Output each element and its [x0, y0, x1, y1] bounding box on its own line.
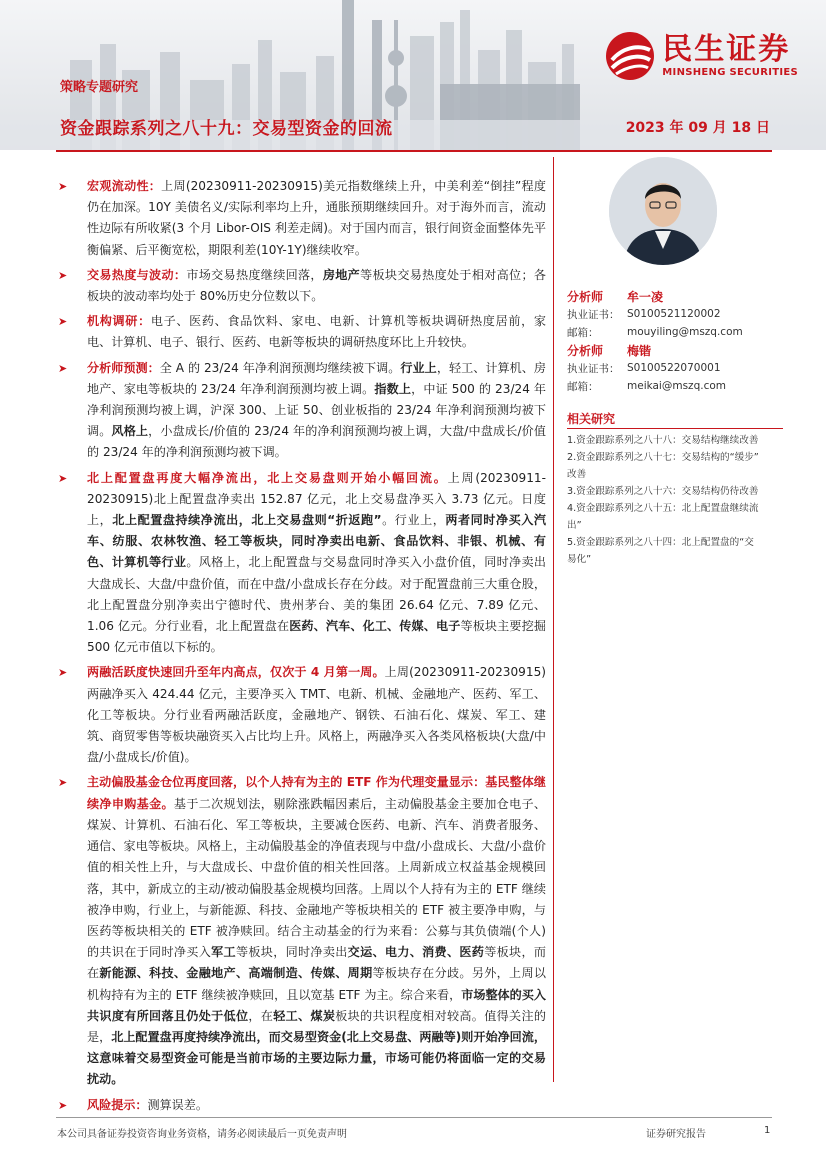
cert-label: 执业证书： — [567, 362, 620, 375]
related-research-item[interactable]: 5.资金跟踪系列之八十四：北上配置盘的“交 — [567, 537, 754, 548]
report-header — [0, 0, 826, 150]
bullet-bold-text: 轻工、煤炭 — [273, 1008, 336, 1023]
footer-disclaimer: 本公司具备证券投资咨询业务资格，请务必阅读最后一页免责声明 — [57, 1129, 347, 1140]
header-divider — [56, 150, 772, 152]
bullet-bold-text: 北上配置盘再度持续净流出，而交易型资金(北上交易盘、两融等)则开始净回流，这意味着交易型资金可能是当前市场的主要边际力量，市场可能仍将面临一定的交易扰动。 — [87, 1029, 546, 1087]
footer-report-type: 证券研究报告 — [646, 1129, 706, 1140]
bullet-text: 板块的共识程度相对较高。值得关注的是， — [87, 1008, 546, 1044]
related-research-item[interactable]: 4.资金跟踪系列之八十五：北上配置盘继续流 — [567, 503, 759, 514]
arrow-bullet-icon: ➤ — [58, 471, 68, 485]
bullet-bold-text: 指数上 — [374, 381, 412, 396]
minsheng-logo — [604, 30, 798, 82]
column-divider — [553, 157, 554, 1082]
bullet-margin-trading — [57, 662, 546, 768]
analyst-email-link[interactable]: meikai@mszq.com — [627, 380, 726, 392]
analyst-cert-row — [567, 305, 783, 323]
bullet-text: 等板块主要挖掘 500 亿元市值以下标的。 — [87, 619, 546, 655]
bullet-text: 市场交易热度继续回落， — [186, 267, 323, 282]
analyst-role: 分析师 — [567, 343, 604, 358]
bullet-heading: 机构调研： — [87, 314, 151, 329]
bullet-text: 全 A 的 23/24 年净利润预测均继续被下调。 — [159, 360, 401, 375]
bullet-heading: 交易热度与波动： — [87, 267, 187, 282]
related-research-list — [567, 432, 785, 568]
bullet-bold-text: 交运、电力、消费、医药 — [347, 945, 485, 960]
bullet-text: 等板块存在分歧。另外，上周以机构持有为主的 ETF 继续被净赎回，且以宽基 ETF 为主。综合来看， — [87, 966, 546, 1002]
cert-number: S0100521120002 — [627, 308, 721, 320]
related-research-item[interactable]: 改善 — [567, 469, 587, 480]
analyst-name: 牟一凌 — [627, 289, 664, 304]
bullet-bold-text: 医药、汽车、化工、传媒、电子 — [289, 619, 461, 634]
bullet-heading: 北上配置盘再度大幅净流出，北上交易盘则开始小幅回流。 — [87, 470, 448, 485]
bullet-text: 等板块，而在 — [87, 945, 546, 981]
email-label: 邮箱： — [567, 380, 599, 393]
related-research-title: 相关研究 — [567, 412, 616, 426]
bullet-text: 上周(20230911-20230915)美元指数继续上升，中美利差“倒挂”程度仍在加深。10Y 美债名义/实际利率均上升，通胀预期继续回升。对于海外而言，流动性边际有所收紧(3 个月 Libor-OIS 利差走阔)。对于国内而言，银行间资金面整体先平衡偏紧、后平衡宽松，期限利差(10Y-1Y)继续收窄。 — [87, 179, 546, 257]
bullet-trading-heat — [57, 265, 546, 307]
bullet-active-funds — [57, 772, 546, 1090]
bullet-text: ，轻工、计算机、房地产、家电等板块的 23/24 年净利润预测均被上调。 — [87, 360, 546, 396]
bullet-text: ，中证 500 的 23/24 年净利润预测均被上调，沪深 300、上证 50、创业板指的 23/24 年净利润预测均被下调。 — [87, 381, 546, 439]
analyst-role: 分析师 — [567, 289, 604, 304]
report-category: 策略专题研究 — [60, 80, 139, 95]
bullet-institutional-research — [57, 311, 546, 353]
logo-chinese-text: 民生证券 — [662, 32, 791, 67]
report-title: 资金跟踪系列之八十九：交易型资金的回流 — [60, 119, 393, 139]
report-date: 2023 年 09 月 18 日 — [625, 120, 770, 136]
analyst-name: 梅锴 — [627, 343, 652, 358]
bullet-heading: 分析师预测： — [87, 360, 160, 375]
arrow-bullet-icon: ➤ — [58, 666, 68, 680]
arrow-bullet-icon: ➤ — [58, 361, 68, 375]
bullet-text: 等板块交易热度处于相对高位；各板块的波动率均处于 80%历史分位数以下。 — [87, 267, 546, 304]
bullet-heading: 主动偏股基金仓位再度回落，以个人持有为主的 ETF 作为代理变量显示：基民整体继续净申购基金。 — [87, 775, 546, 811]
summary-section — [57, 176, 546, 1120]
bullet-text: ，在 — [248, 1008, 274, 1023]
bullet-text: 。行业上， — [381, 513, 446, 528]
bullet-bold-text: 房地产 — [322, 267, 361, 282]
related-research-item[interactable]: 2.资金跟踪系列之八十七：交易结构的“缓步” — [567, 452, 759, 463]
bullet-text: 测算误差。 — [147, 1097, 208, 1112]
bullet-bold-text: 风格上 — [111, 424, 149, 439]
analyst-name-row — [567, 341, 783, 359]
bullet-text: 上周(20230911-20230915)两融净买入 424.44 亿元，主要净买入 TMT、电新、机械、金融地产、医药、军工、化工等板块。分行业看两融活跃度，金融地产、钢铁、石油石化、煤炭、军工、建筑、商贸零售等板块融资买入占比均上升。风格上，两融净买入各类风格板块(大盘/中盘/小盘成长/价值)。 — [87, 665, 546, 765]
bullet-text: ，小盘成长/价值的 23/24 年的净利润预测均被上调，大盘/中盘成长/价值的 23/24 年的净利润预测均被下调。 — [87, 424, 546, 460]
related-research-divider — [567, 428, 783, 429]
bullet-bold-text: 市场整体的买入共识度有所回落且仍处于低位 — [87, 987, 546, 1023]
analyst-name-row — [567, 287, 783, 305]
related-research-item[interactable]: 易化” — [567, 554, 592, 565]
related-research-item[interactable]: 3.资金跟踪系列之八十六：交易结构仍待改善 — [567, 486, 759, 497]
bullet-text: 等板块，同时净卖出 — [235, 945, 348, 960]
bullet-analyst-forecast — [57, 358, 546, 464]
analyst-email-row — [567, 377, 783, 395]
arrow-bullet-icon: ➤ — [58, 776, 68, 790]
bullet-bold-text: 行业上 — [400, 360, 437, 375]
page-number: 1 — [764, 1125, 771, 1136]
bullet-northbound-flows — [57, 468, 546, 659]
minsheng-logo-mark-icon — [604, 30, 656, 82]
bullet-heading: 宏观流动性： — [87, 179, 162, 193]
arrow-bullet-icon: ➤ — [58, 1098, 68, 1112]
bullet-bold-text: 北上配置盘持续净流出，北上交易盘则“折返跑” — [112, 513, 382, 528]
footer-divider — [56, 1117, 772, 1118]
bullet-bold-text: 军工 — [211, 945, 236, 960]
related-research-item[interactable]: 1.资金跟踪系列之八十八：交易结构继续改善 — [567, 435, 759, 446]
bullet-text: 基于二次规划法，剔除涨跌幅因素后，主动偏股基金主要加仓电子、煤炭、计算机、石油石化、军工等板块，主要减仓医药、电新、汽车、消费者服务、通信、家电等板块。风格上，主动偏股基金的净值表现与中盘/小盘成长、大盘/小盘价值的相关性上升，与大盘成长、中盘价值的相关性回落。上周新成立权益基金规模回落，其中，新成立的主动/被动偏股基金规模均回落。上周以个人持有为主的 ETF 继续被净申购，行业上，与新能源、科技、金融地产等板块相关的 ETF 被主要净申购，与医药等板块相关的 ETF 被净赎回。结合主动基金的行为来看：公募与其负债端(个人)的共识在于同时净买入 — [87, 796, 546, 960]
analyst-cert-row — [567, 359, 783, 377]
analyst-info — [567, 287, 783, 395]
bullet-macro-liquidity — [57, 176, 546, 261]
bullet-text: 上周(20230911-20230915)北上配置盘净卖出 152.87 亿元，北上交易盘净买入 3.73 亿元。日度上， — [87, 470, 546, 528]
cert-label: 执业证书： — [567, 308, 620, 321]
bullet-heading: 两融活跃度快速回升至年内高点，仅次于 4 月第一周。 — [87, 665, 385, 680]
arrow-bullet-icon: ➤ — [58, 268, 68, 282]
logo-english-text: MINSHENG SECURITIES — [662, 67, 798, 78]
bullet-bold-text: 新能源、科技、金融地产、高端制造、传媒、周期 — [99, 966, 373, 981]
arrow-bullet-icon: ➤ — [58, 315, 68, 329]
related-research-item[interactable]: 出” — [567, 520, 582, 531]
cert-number: S0100522070001 — [627, 362, 721, 374]
email-label: 邮箱： — [567, 326, 599, 339]
bullet-text: 电子、医药、食品饮料、家电、电新、计算机等板块调研热度居前，家电、计算机、电子、银行、医药、电新等板块的调研热度环比上升较快。 — [87, 314, 546, 350]
analyst-email-row — [567, 323, 783, 341]
bullet-risk-warning — [57, 1095, 546, 1116]
bullet-bold-text: 两者同时净买入汽车、纺服、农林牧渔、轻工等板块，同时净卖出电新、食品饮料、非银、机械、有色、计算机等行业 — [87, 513, 546, 570]
analyst-portrait-icon — [609, 157, 717, 265]
bullet-text: 。风格上，北上配置盘与交易盘同时净买入小盘价值，同时净卖出大盘成长、大盘/中盘价值，而在中盘/小盘成长存在分歧。对于配置盘前三大重仓股，北上配置盘分别净卖出宁德时代、贵州茅台、美的集团 26.64 亿元、7.89 亿元、1.06 亿元。分行业看，北上配置盘在 — [87, 555, 546, 634]
arrow-bullet-icon: ➤ — [58, 180, 68, 193]
analyst-email-link[interactable]: mouyiling@mszq.com — [627, 326, 743, 338]
analyst-photo — [609, 157, 717, 265]
bullet-heading: 风险提示： — [87, 1097, 148, 1112]
